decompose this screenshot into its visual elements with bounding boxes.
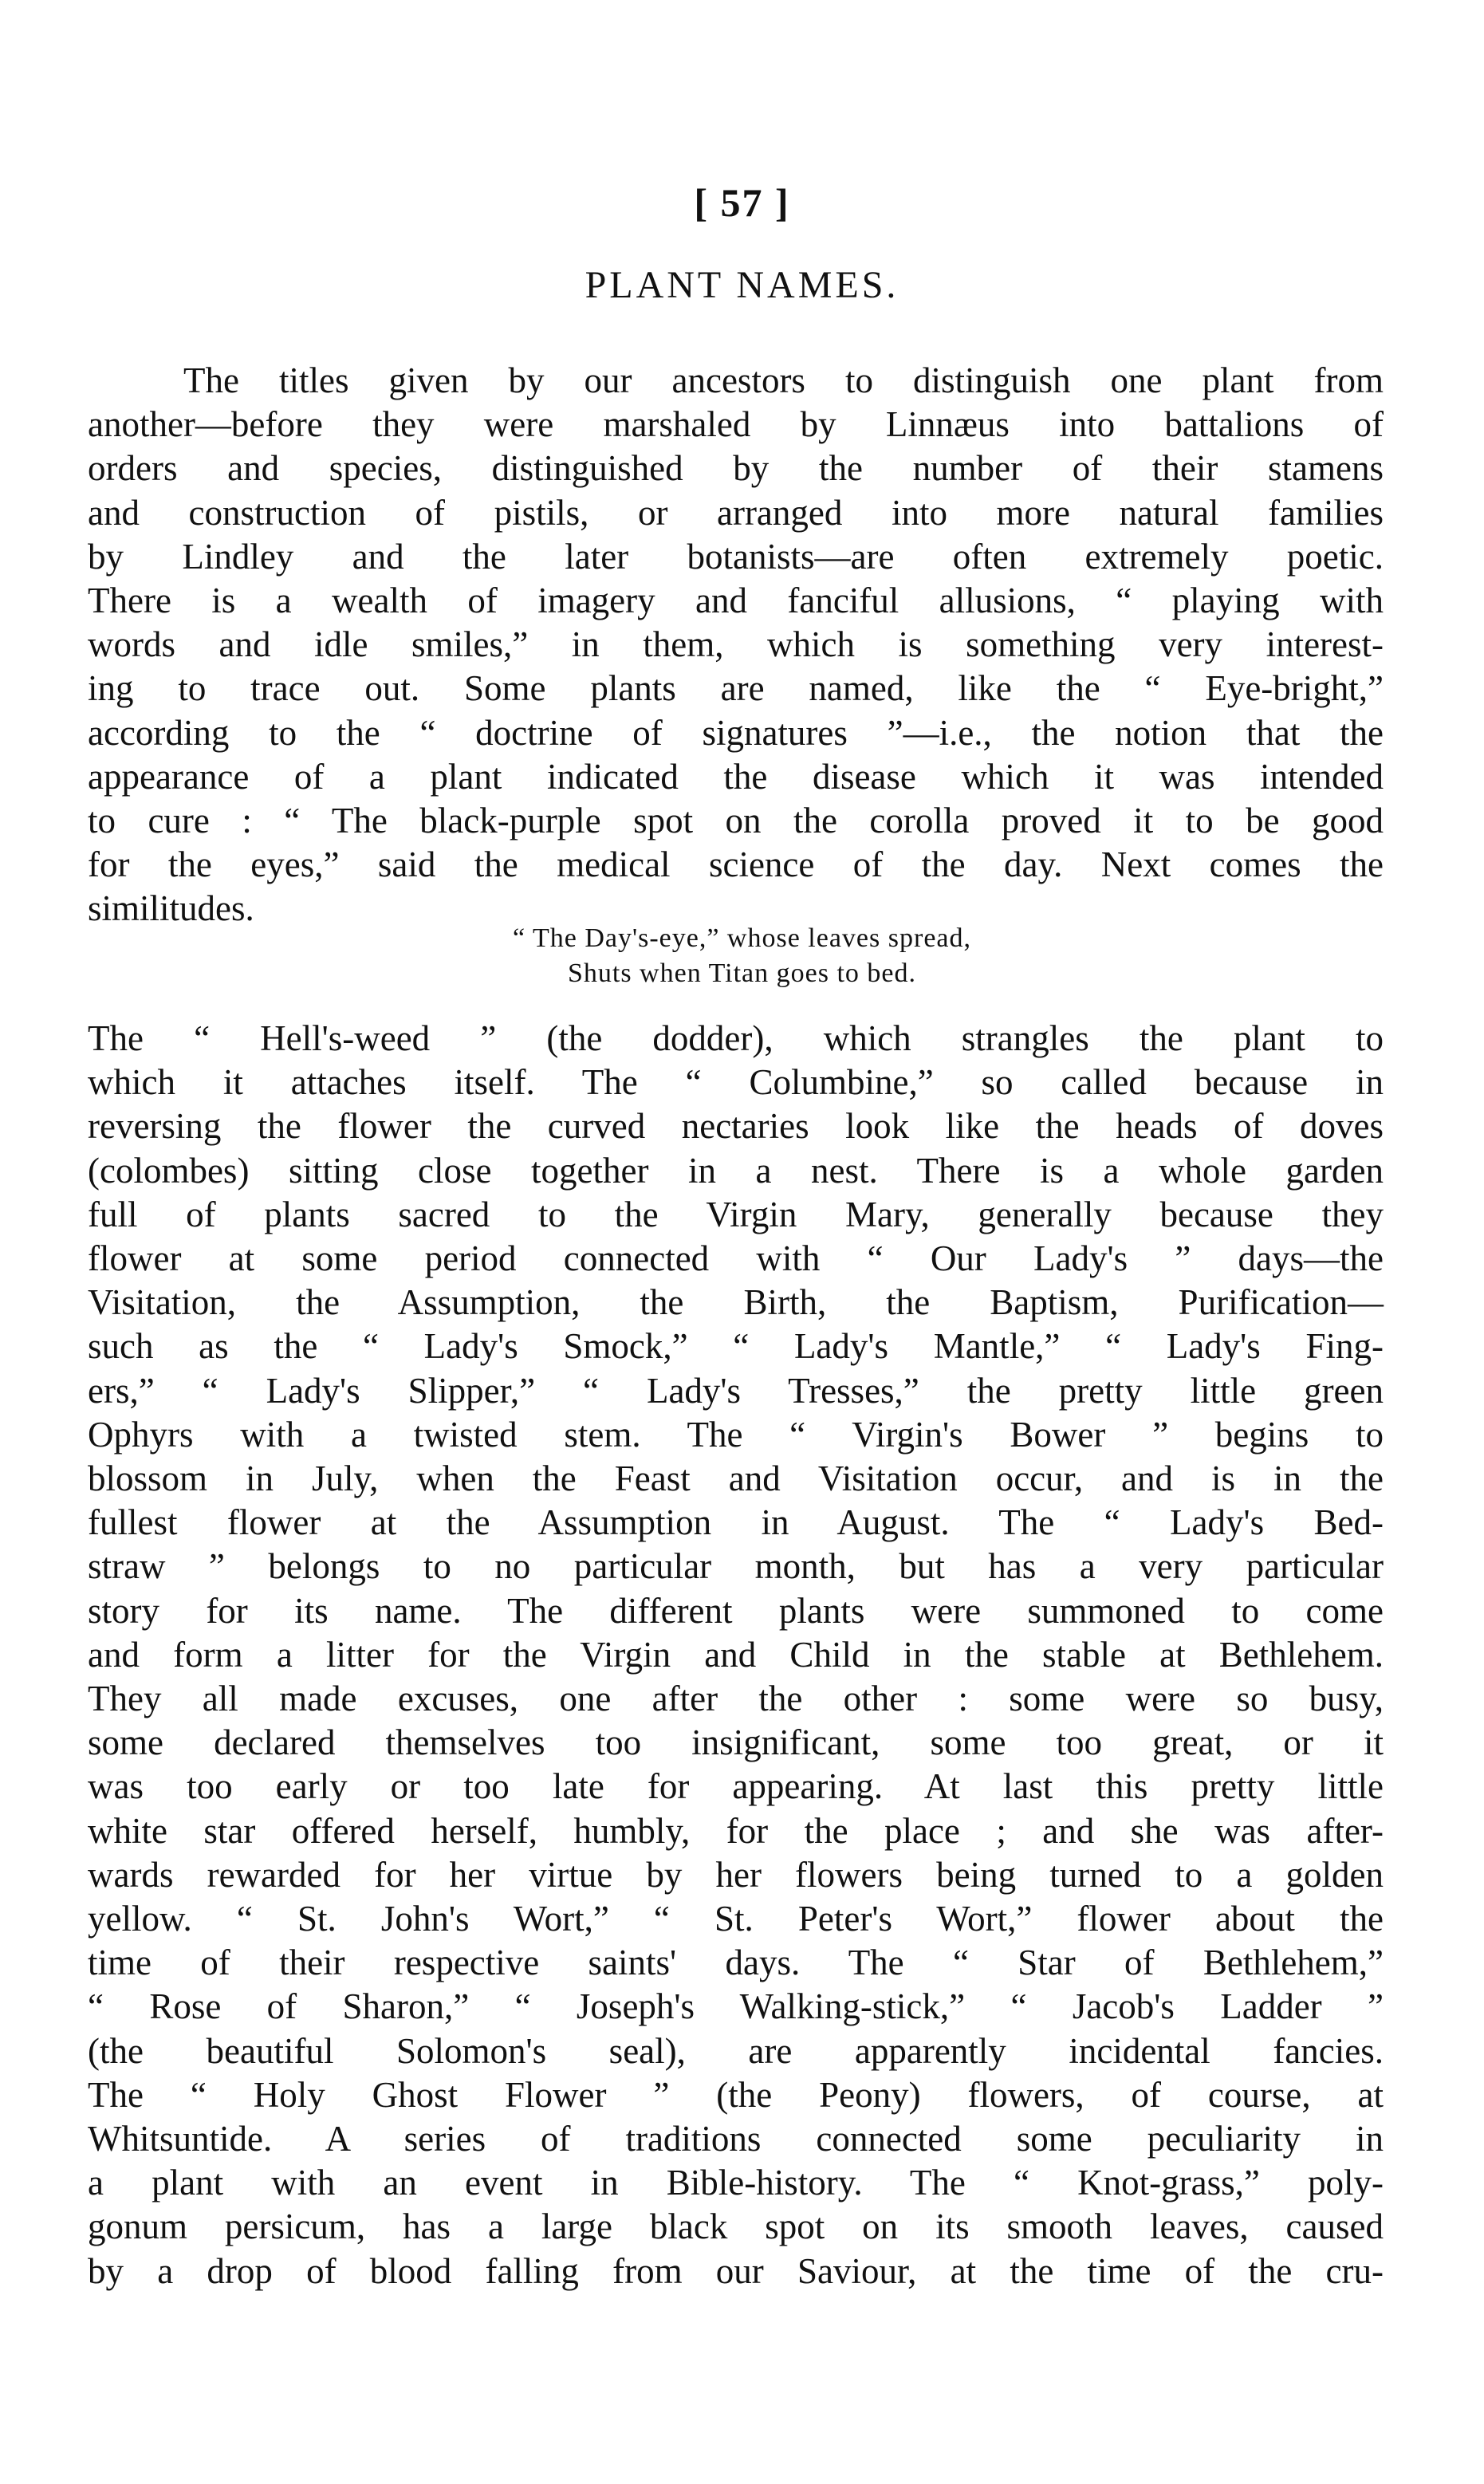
page-number: [ 57 ] (694, 180, 790, 225)
text-line: similitudes. (88, 888, 254, 929)
text-line: story for its name. The different plants were summoned to come (88, 1590, 1384, 1631)
text-line: to cure : “ The black-purple spot on the corolla proved it to be good (88, 801, 1384, 841)
text-line: wards rewarded for her virtue by her flowers being turned to a golden (88, 1854, 1384, 1895)
text-line: Ophyrs with a twisted stem. The “ Virgin's Bower ” begins to (88, 1414, 1384, 1455)
text-line: and construction of pistils, or arranged into more natural families (88, 492, 1384, 533)
text-line: Visitation, the Assumption, the Birth, the Baptism, Purification— (88, 1282, 1384, 1323)
text-line: There is a wealth of imagery and fanciful allusions, “ playing with (88, 581, 1384, 621)
text-line: “ Rose of Sharon,” “ Joseph's Walking-stick,” “ Jacob's Ladder ” (88, 1986, 1384, 2027)
quote-line: “ The Day's-eye,” whose leaves spread, (513, 923, 971, 953)
text-line: appearance of a plant indicated the disease which it was intended (88, 756, 1384, 797)
text-line: ers,” “ Lady's Slipper,” “ Lady's Tresses,” the pretty little green (88, 1370, 1384, 1411)
paragraph-2 (88, 1017, 1384, 2293)
verse-quote (0, 921, 1484, 991)
text-line: reversing the flower the curved nectaries look like the heads of doves (88, 1106, 1384, 1147)
text-line: The “ Hell's-weed ” (the dodder), which strangles the plant to (88, 1018, 1384, 1058)
text-line: and form a litter for the Virgin and Child in the stable at Bethlehem. (88, 1634, 1384, 1675)
text-line: according to the “ doctrine of signatures ”—i.e., the notion that the (88, 712, 1384, 753)
paragraph-1 (88, 359, 1384, 931)
text-line: flower at some period connected with “ Our Lady's ” days—the (88, 1238, 1384, 1279)
text-line: by Lindley and the later botanists—are often extremely poetic. (88, 536, 1384, 577)
text-line: which it attaches itself. The “ Columbine,” so called because in (88, 1062, 1384, 1103)
text-line: by a drop of blood falling from our Saviour, at the time of the cru- (88, 2250, 1384, 2291)
text-line: words and idle smiles,” in them, which is something very interest- (88, 624, 1384, 665)
text-line: ing to trace out. Some plants are named, like the “ Eye-bright,” (88, 668, 1384, 709)
text-line: (the beautiful Solomon's seal), are apparently incidental fancies. (88, 2030, 1384, 2071)
text-line: such as the “ Lady's Smock,” “ Lady's Mantle,” “ Lady's Fing- (88, 1326, 1384, 1367)
text-line: Whitsuntide. A series of traditions connected some peculiarity in (88, 2119, 1384, 2159)
text-line: The “ Holy Ghost Flower ” (the Peony) flowers, of course, at (88, 2074, 1384, 2115)
quote-line: Shuts when Titan goes to bed. (567, 959, 917, 988)
text-line: gonum persicum, has a large black spot on its smooth leaves, caused (88, 2206, 1384, 2247)
text-line: fullest flower at the Assumption in August. The “ Lady's Bed- (88, 1502, 1384, 1543)
text-line: some declared themselves too insignificant, some too great, or it (88, 1722, 1384, 1763)
text-line: The titles given by our ancestors to distinguish one plant from (183, 360, 1384, 400)
text-line: time of their respective saints' days. The “ Star of Bethlehem,” (88, 1943, 1384, 1983)
text-line: a plant with an event in Bible-history. The “ Knot-grass,” poly- (88, 2163, 1384, 2203)
text-line: was too early or too late for appearing. At last this pretty little (88, 1766, 1384, 1807)
page-title: PLANT NAMES. (585, 264, 899, 306)
text-line: white star offered herself, humbly, for the place ; and she was after- (88, 1810, 1384, 1851)
text-line: (colombes) sitting close together in a nest. There is a whole garden (88, 1150, 1384, 1191)
text-line: full of plants sacred to the Virgin Mary, generally because they (88, 1194, 1384, 1234)
text-line: orders and species, distinguished by the number of their stamens (88, 448, 1384, 489)
text-line: They all made excuses, one after the other : some were so busy, (88, 1679, 1384, 1719)
text-line: blossom in July, when the Feast and Visitation occur, and is in the (88, 1459, 1384, 1499)
text-line: for the eyes,” said the medical science of the day. Next comes the (88, 844, 1384, 885)
text-line: yellow. “ St. John's Wort,” “ St. Peter's Wort,” flower about the (88, 1899, 1384, 1939)
text-line: straw ” belongs to no particular month, but has a very particular (88, 1546, 1384, 1587)
text-line: another—before they were marshaled by Linnæus into battalions of (88, 404, 1384, 445)
